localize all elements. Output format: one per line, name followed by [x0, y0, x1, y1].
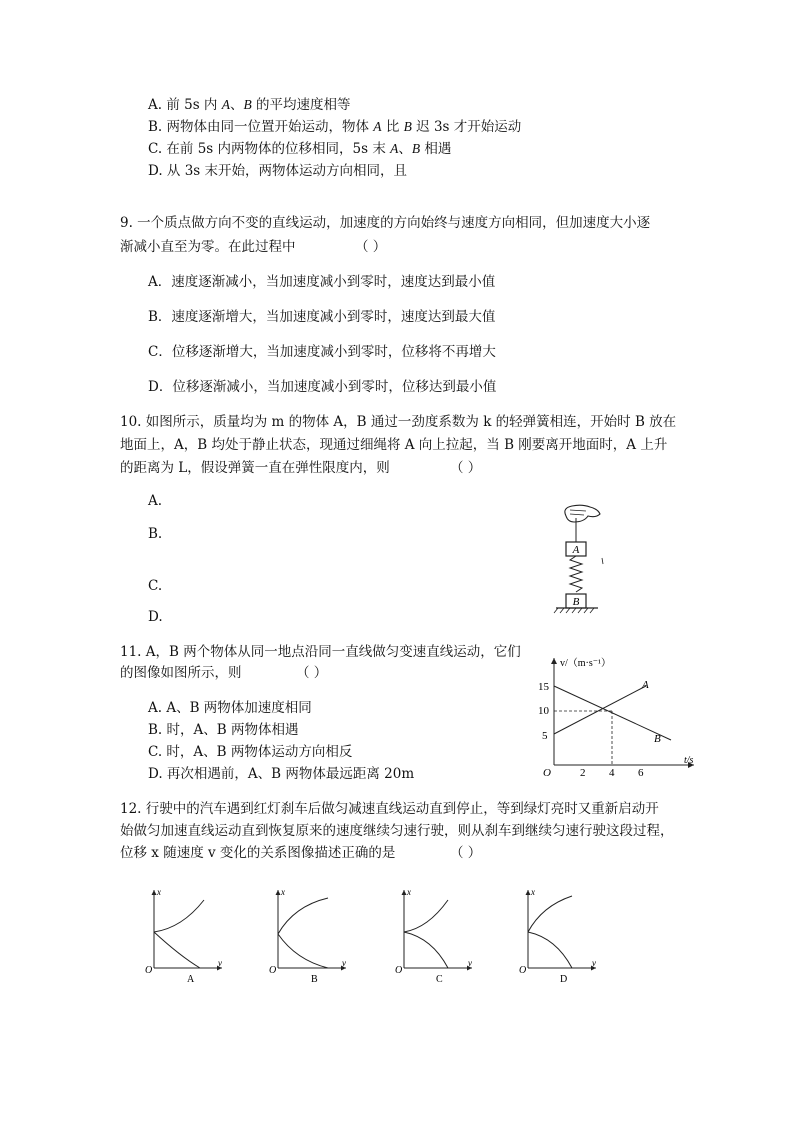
q9-answer-paren: （ ）: [355, 239, 387, 255]
graph-a-label: A: [187, 974, 195, 982]
q10-option-d: D.: [148, 609, 163, 625]
q8-option-b: B. 两物体由同一位置开始运动，物体 A 比 B 迟 3s 才开始运动: [148, 119, 522, 135]
svg-text:v: v: [218, 958, 222, 968]
svg-text:x: x: [531, 887, 535, 897]
vt-graph: [534, 650, 704, 780]
block-a-label: A: [572, 544, 580, 556]
spring: [570, 556, 582, 592]
q12-graph-c: [392, 886, 476, 982]
x-tick-4: 4: [609, 767, 615, 779]
y-tick-10: 10: [538, 705, 549, 717]
q8-option-c: C. 在前 5s 内两物体的位移相同，5s 末 A、B 相遇: [148, 141, 452, 157]
x-axis-label: t/s: [684, 755, 694, 766]
q10-option-c: C.: [148, 578, 163, 594]
x-tick-2: 2: [580, 767, 586, 779]
q11-option-d: D. 再次相遇前，A、B 两物体最远距离 20m: [148, 766, 415, 782]
graph-c-label: C: [436, 974, 443, 982]
graph-b-label: B: [311, 974, 318, 982]
svg-text:v: v: [342, 958, 346, 968]
q12-graph-b: [266, 886, 350, 982]
svg-text:x: x: [407, 887, 411, 897]
graph-d-label: D: [560, 974, 568, 982]
q9-option-d: D．位移逐渐减小，当加速度减小到零时，位移达到最小值: [148, 379, 497, 395]
x-tick-6: 6: [638, 767, 644, 779]
q11-option-b: B. 时，A、B 两物体相遇: [148, 722, 299, 738]
line-b-label: B: [654, 733, 661, 745]
q12-graph-d: [516, 886, 600, 982]
q9-option-a: A．速度逐渐减小，当加速度减小到零时，速度达到最小值: [148, 274, 496, 290]
q10-option-b: B.: [148, 526, 163, 542]
q10-stem-line1: 10. 如图所示，质量均为 m 的物体 A，B 通过一劲度系数为 k 的轻弹簧相连，开始时 B 放在: [120, 414, 677, 430]
origin-label: O: [543, 767, 551, 779]
q8-option-a: A. 前 5s 内 A、B 的平均速度相等: [148, 97, 351, 113]
q9-option-c: C．位移逐渐增大，当加速度减小到零时，位移将不再增大: [148, 344, 496, 360]
q12-stem-line2: 始做匀加速直线运动直到恢复原来的速度继续匀速行驶，则从刹车到继续匀速行驶这段过程，: [120, 823, 674, 839]
line-b: [554, 686, 671, 740]
q9-stem-line1: 9. 一个质点做方向不变的直线运动，加速度的方向始终与速度方向相同，但加速度大小逐: [120, 215, 651, 231]
q10-stem-line2: 地面上，A，B 均处于静止状态，现通过细绳将 A 向上拉起，当 B 刚要离开地面时，A 上升: [120, 437, 668, 453]
q12-graph-a: [142, 886, 226, 982]
hand-icon: [565, 505, 600, 522]
svg-text:O: O: [145, 965, 153, 976]
q9-stem-line2: 渐减小直至为零。在此过程中: [120, 239, 296, 255]
q9-option-b: B．速度逐渐增大，当加速度减小到零时，速度达到最大值: [148, 309, 496, 325]
q12-stem-line1: 12. 行驶中的汽车遇到红灯刹车后做匀减速直线运动直到停止，等到绿灯亮时又重新启动开: [120, 801, 659, 817]
q10-option-a: A.: [148, 493, 163, 509]
line-a-label: A: [642, 679, 649, 691]
spring-figure: [548, 500, 610, 622]
svg-text:O: O: [269, 965, 277, 976]
svg-text:v: v: [468, 958, 472, 968]
q8-option-d: D. 从 3s 末开始，两物体运动方向相同，且: [148, 163, 408, 179]
svg-text:O: O: [395, 965, 403, 976]
q12-stem-line3: 位移 x 随速度 v 变化的关系图像描述正确的是: [120, 845, 396, 861]
block-b-label: B: [572, 596, 580, 608]
svg-text:O: O: [519, 965, 527, 976]
y-axis-label: v/（m·s⁻¹）: [560, 658, 612, 669]
q11-stem-line1: 11. A，B 两个物体从同一地点沿同一直线做匀变速直线运动，它们: [120, 644, 521, 660]
line-a: [554, 686, 646, 734]
q11-option-c: C. 时，A、B 两物体运动方向相反: [148, 744, 353, 760]
svg-text:x: x: [157, 887, 161, 897]
q11-answer-paren: （ ）: [296, 665, 328, 681]
q10-stem-line3: 的距离为 L，假设弹簧一直在弹性限度内，则: [120, 460, 390, 476]
q11-option-a: A. A、B 两物体加速度相同: [148, 700, 312, 716]
q11-stem-line2: 的图像如图所示，则: [120, 665, 242, 681]
y-tick-15: 15: [538, 681, 549, 693]
svg-text:v: v: [592, 958, 596, 968]
q12-answer-paren: （ ）: [450, 845, 482, 861]
y-tick-5: 5: [542, 730, 548, 742]
svg-text:x: x: [281, 887, 285, 897]
q10-answer-paren: （ ）: [450, 460, 482, 476]
